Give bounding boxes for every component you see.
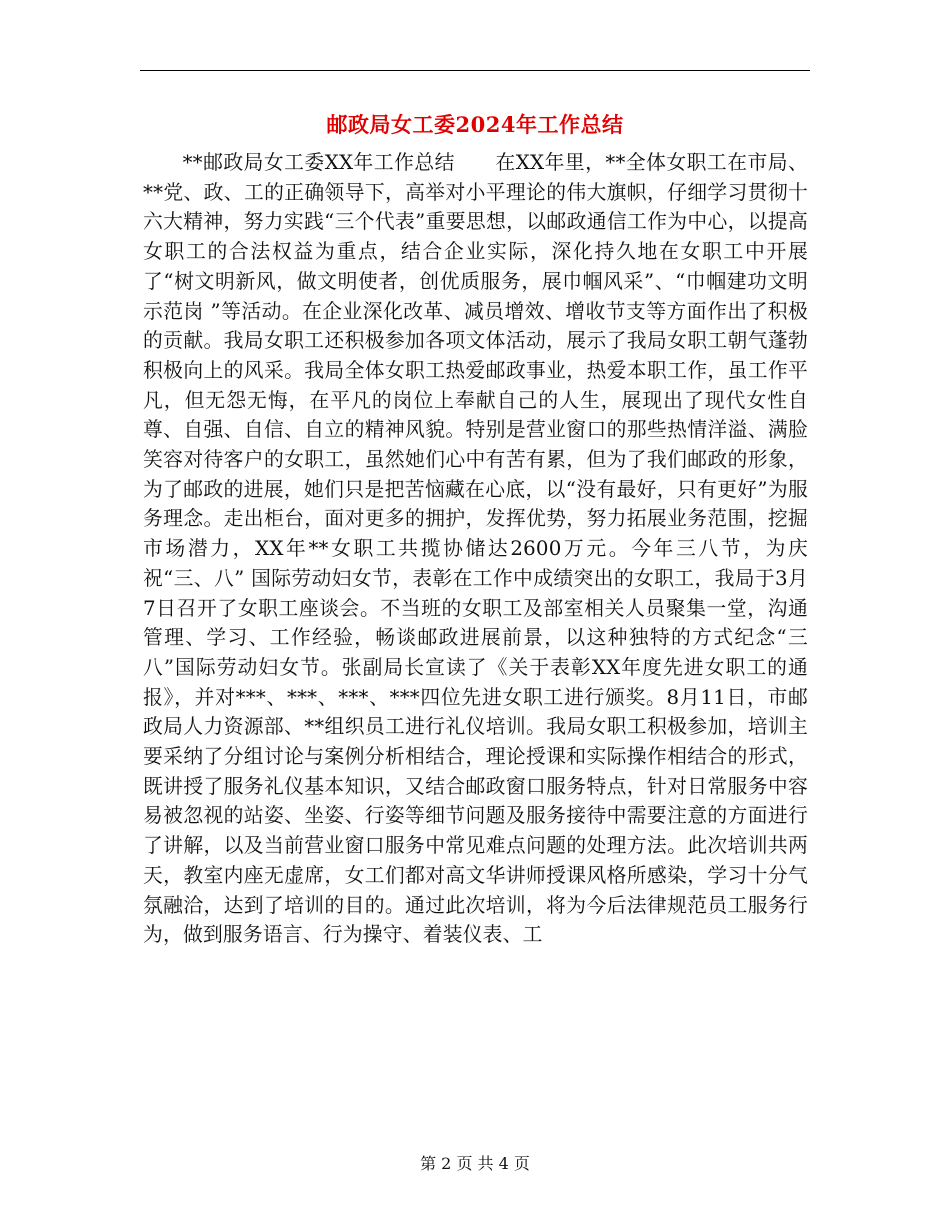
page-number-footer: 第 2 页 共 4 页 [420, 1154, 530, 1173]
document-title: 邮政局女工委2024年工作总结 [326, 112, 624, 137]
header-rule [140, 70, 810, 71]
body-paragraph: **邮政局女工委XX年工作总结 在XX年里，**全体女职工在市局、**党、政、工的正确领导下，高举对小平理论的伟大旗帜，仔细学习贯彻十六大精神，努力实践“三个代表”重要思想，以邮政通信工作为中心，以提高女职工的合法权益为重点，结合企业实际，深化持久地在女职工中开展了“树文明新风，做文明使者，创优质服务，展巾帼风采”、“巾帼建功文明示范岗 ”等活动。在企业深化改革、减员增效、增收节支等方面作出了积极的贡献。我局女职工还积极参加各项文体活动，展示了我局女职工朝气蓬勃积极向上的风采。我局全体女职工热爱邮政事业，热爱本职工作，虽工作平凡，但无怨无悔，在平凡的岗位上奉献自己的人生，展现出了现代女性自尊、自强、自信、自立的精神风貌。特别是营业窗口的那些热情洋溢、满脸笑容对待客户的女职工，虽然她们心中有苦有累，但为了我们邮政的形象，为了邮政的进展，她们只是把苦恼藏在心底，以“没有最好，只有更好”为服务理念。走出柜台，面对更多的拥护，发挥优势，努力拓展业务范围，挖掘市场潜力，XX年**女职工共揽协储达2600万元。今年三八节，为庆祝“三、八” 国际劳动妇女节，表彰在工作中成绩突出的女职工，我局于3月7日召开了女职工座谈会。不当班的女职工及部室相关人员聚集一堂，沟通管理、学习、工作经验，畅谈邮政进展前景，以这种独特的方式纪念“三八”国际劳动妇女节。张副局长宣读了《关于表彰XX年度先进女职工的通报》，并对***、***、***、***四位先进女职工进行颁奖。8月11日，市邮政局人力资源部、**组织员工进行礼仪培训。我局女职工积极参加，培训主要采纳了分组讨论与案例分析相结合，理论授课和实际操作相结合的形式，既讲授了服务礼仪基本知识，又结合邮政窗口服务特点，针对日常服务中容易被忽视的站姿、坐姿、行姿等细节问题及服务接待中需要注意的方面进行了讲解，以及当前营业窗口服务中常见难点问题的处理方法。此次培训共两天，教室内座无虚席，女工们都对高文华讲师授课风格所感染，学习十分气氛融洽，达到了培训的目的。通过此次培训，将为今后法律规范员工服务行为，做到服务语言、行为操守、着装仪表、工 [143, 151, 808, 947]
